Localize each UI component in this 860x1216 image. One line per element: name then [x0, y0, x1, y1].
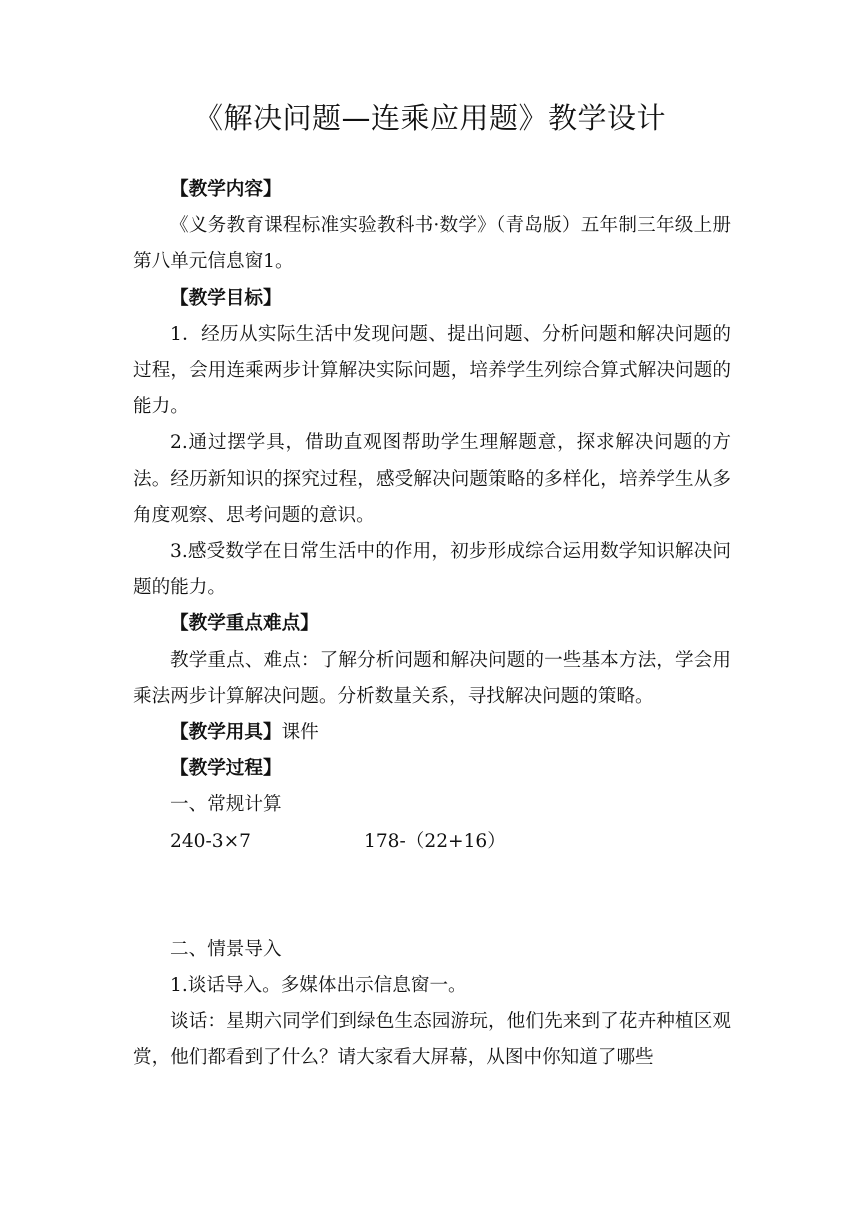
- heading-label: 【教学重点难点】: [170, 613, 319, 635]
- section-heading-content: [133, 172, 731, 208]
- document-body: [133, 172, 731, 1077]
- paragraph-goal-3: 3.感受数学在日常生活中的作用，初步形成综合运用数学知识解决问题的能力。: [133, 541, 731, 599]
- paragraph-goal-2: 2.通过摆学具，借助直观图帮助学生理解题意，探求解决问题的方法。经历新知识的探究过程，感受解决问题策略的多样化，培养学生从多角度观察、思考问题的意识。: [133, 432, 731, 526]
- section-heading-process: [133, 751, 731, 787]
- heading-label: 【教学过程】: [170, 758, 282, 780]
- step-2-title: 二、情景导入: [170, 938, 282, 960]
- calc-row: [133, 824, 731, 860]
- heading-label: 【教学目标】: [170, 287, 282, 309]
- section-heading-tools: [133, 715, 731, 751]
- paragraph-goal-1: 1．经历从实际生活中发现问题、提出问题、分析问题和解决问题的过程，会用连乘两步计算解决实际问题，培养学生列综合算式解决问题的能力。: [133, 323, 731, 418]
- paragraph-content: 《义务教育课程标准实验教科书·数学》（青岛版）五年制三年级上册第八单元信息窗1。: [133, 215, 731, 273]
- step-2-dialogue: 谈话：星期六同学们到绿色生态园游玩，他们先来到了花卉种植区观赏，他们都看到了什么？请大家看大屏幕，从图中你知道了哪些: [133, 1011, 731, 1069]
- step-1-title: 一、常规计算: [170, 794, 282, 816]
- step-2-item-1: 1.谈话导入。多媒体出示信息窗一。: [170, 975, 467, 997]
- section-heading-key-points: [133, 606, 731, 642]
- section-heading-goals: [133, 281, 731, 317]
- calc-expression-2: 178-（22+16）: [364, 830, 506, 852]
- blank-space: [133, 860, 731, 932]
- page-title: 《解决问题—连乘应用题》教学设计: [193, 101, 666, 135]
- tools-text: 课件: [281, 722, 319, 744]
- heading-label: 【教学内容】: [170, 179, 282, 200]
- calc-expression-1: 240-3×7: [170, 830, 252, 852]
- heading-label: 【教学用具】: [170, 722, 282, 744]
- paragraph-key-points: 教学重点、难点：了解分析问题和解决问题的一些基本方法，学会用乘法两步计算解决问题。分析数量关系，寻找解决问题的策略。: [133, 649, 731, 707]
